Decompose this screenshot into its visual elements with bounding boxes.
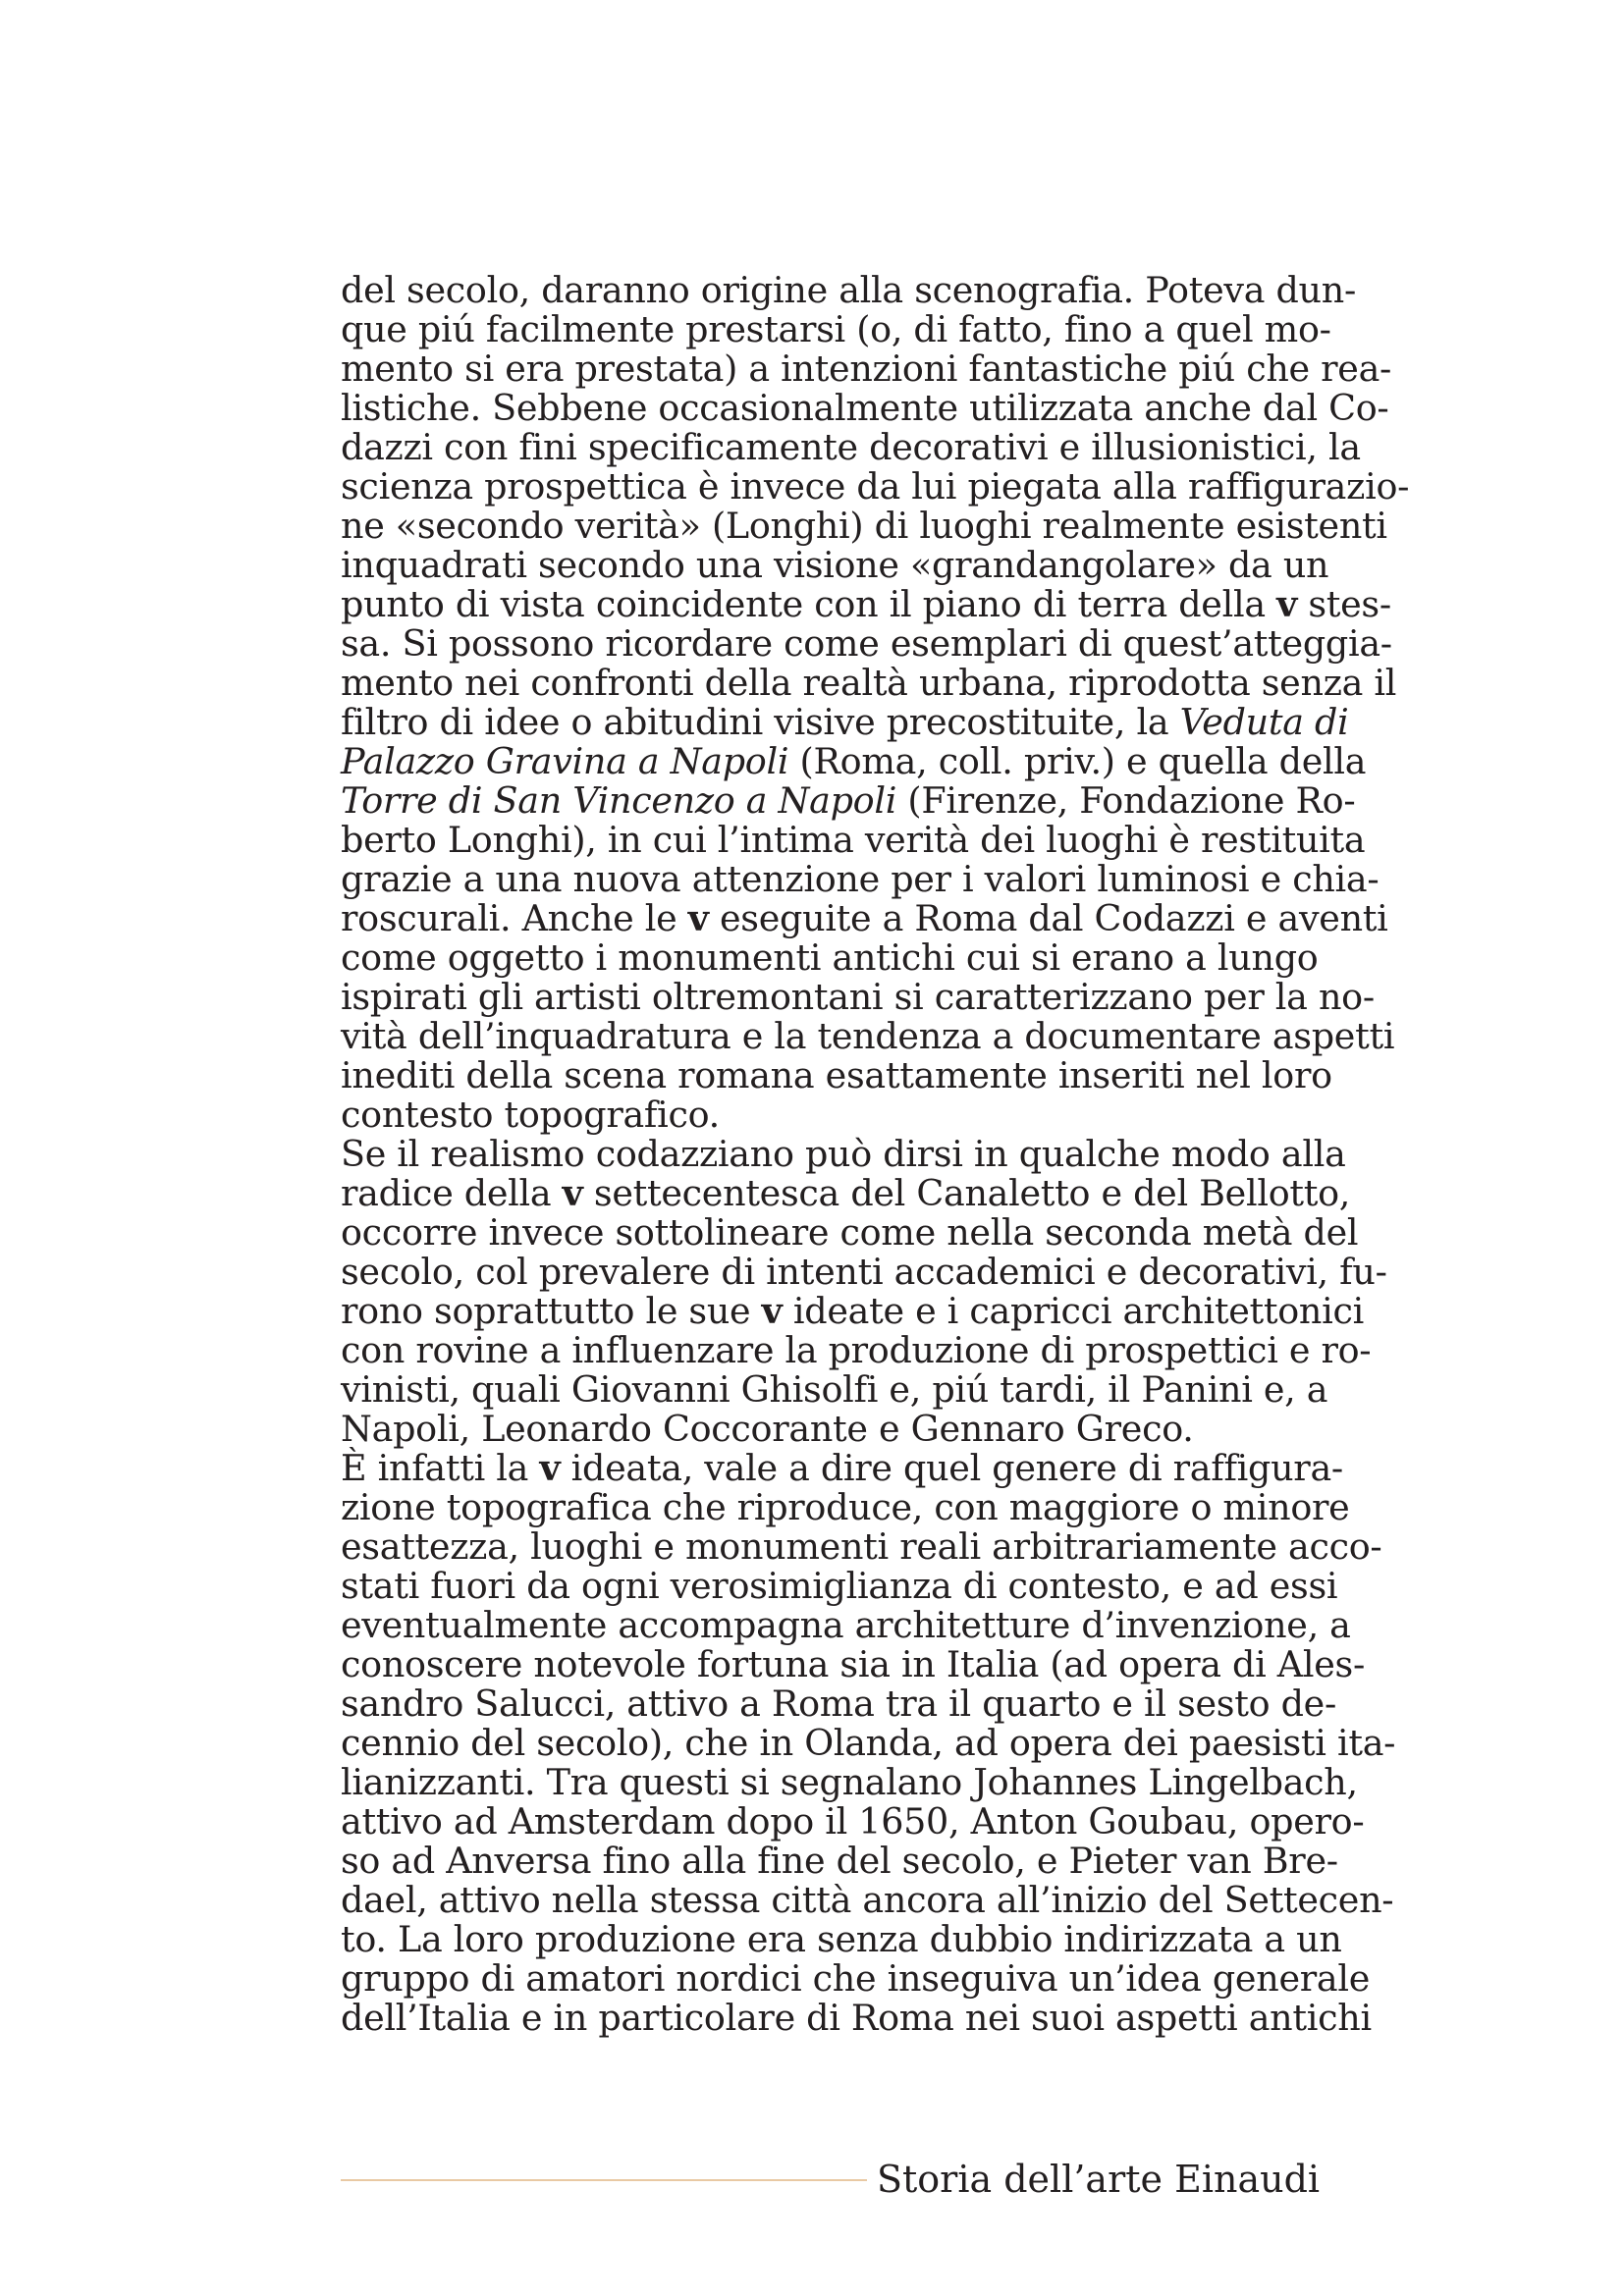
text-line xyxy=(341,1918,1342,1960)
text-run: listiche. Sebbene occasionalmente utilizzata anche dal Co- xyxy=(341,387,1389,429)
text-line xyxy=(341,544,1329,586)
text-line xyxy=(341,1840,1338,1882)
text-run: zione topografica che riproduce, con maggiore o minore xyxy=(341,1486,1350,1528)
text-line xyxy=(341,976,1375,1018)
text-line xyxy=(341,1800,1365,1842)
text-line xyxy=(341,1525,1382,1568)
text-line xyxy=(341,740,1367,782)
italic-title: Torre di San Vincenzo a Napoli xyxy=(341,779,897,822)
text-line xyxy=(341,858,1380,900)
text-line xyxy=(341,426,1361,468)
text-run: occorre invece sottolineare come nella seconda metà del xyxy=(341,1211,1359,1254)
text-line xyxy=(341,465,1410,507)
text-run: lianizzanti. Tra questi si segnalano Johannes Lingelbach, xyxy=(341,1761,1358,1803)
bold-term: v xyxy=(687,897,709,939)
bold-term: v xyxy=(539,1447,561,1489)
text-line xyxy=(341,1879,1394,1921)
text-run: dael, attivo nella stessa città ancora all’inizio del Settecen- xyxy=(341,1879,1394,1921)
text-run: vinisti, quali Giovanni Ghisolfi e, piú tardi, il Panini e, a xyxy=(341,1368,1328,1411)
text-line xyxy=(341,1447,1343,1489)
text-run: rono soprattutto le sue xyxy=(341,1290,762,1332)
text-line xyxy=(341,1997,1372,2039)
text-run: sandro Salucci, attivo a Roma tra il quarto e il sesto de- xyxy=(341,1682,1336,1725)
text-line xyxy=(341,819,1366,861)
bold-term: v xyxy=(761,1290,783,1332)
body-text xyxy=(341,269,1410,2039)
text-run: so ad Anversa fino alla fine del secolo, e Pieter van Bre- xyxy=(341,1840,1338,1882)
text-run: scienza prospettica è invece da lui piegata alla raffigurazio- xyxy=(341,465,1410,507)
text-line xyxy=(341,347,1392,390)
text-line xyxy=(341,583,1391,625)
text-run: sa. Si possono ricordare come esemplari di quest’atteggia- xyxy=(341,622,1392,665)
text-line xyxy=(341,1565,1338,1607)
text-run: come oggetto i monumenti antichi cui si erano a lungo xyxy=(341,936,1319,979)
text-line xyxy=(341,1368,1328,1411)
text-line xyxy=(341,779,1356,822)
text-run: mento nei confronti della realtà urbana, riprodotta senza il xyxy=(341,662,1397,704)
text-run: dazzi con fini specificamente decorativi e illusionistici, la xyxy=(341,426,1361,468)
text-line xyxy=(341,1133,1346,1175)
text-run: roscurali. Anche le xyxy=(341,897,688,939)
text-run: mento si era prestata) a intenzioni fantastiche piú che rea- xyxy=(341,347,1392,390)
text-line xyxy=(341,387,1389,429)
text-run: stes- xyxy=(1297,583,1391,625)
text-run: grazie a una nuova attenzione per i valori luminosi e chia- xyxy=(341,858,1380,900)
text-line xyxy=(341,662,1397,704)
text-line xyxy=(341,701,1349,743)
text-run: ne «secondo verità» (Longhi) di luoghi realmente esistenti xyxy=(341,505,1387,547)
text-run: filtro di idee o abitudini visive precostituite, la xyxy=(341,701,1180,743)
text-run: (Roma, coll. priv.) e quella della xyxy=(788,740,1367,782)
text-run: eseguite a Roma dal Codazzi e aventi xyxy=(708,897,1388,939)
text-line xyxy=(341,1643,1365,1685)
footer-rule xyxy=(341,2179,867,2181)
text-line xyxy=(341,1290,1365,1332)
text-line xyxy=(341,1015,1395,1057)
text-run: esattezza, luoghi e monumenti reali arbitrariamente acco- xyxy=(341,1525,1382,1568)
text-line xyxy=(341,1486,1350,1528)
text-run: gruppo di amatori nordici che inseguiva un’idea generale xyxy=(341,1957,1371,2000)
text-run: radice della xyxy=(341,1172,563,1214)
text-line xyxy=(341,1682,1336,1725)
text-run: vità dell’inquadratura e la tendenza a documentare aspetti xyxy=(341,1015,1395,1057)
text-run: ispirati gli artisti oltremontani si caratterizzano per la no- xyxy=(341,976,1375,1018)
text-line xyxy=(341,897,1388,939)
text-run: attivo ad Amsterdam dopo il 1650, Anton Goubau, opero- xyxy=(341,1800,1365,1842)
text-run: ideate e i capricci architettonici xyxy=(782,1290,1365,1332)
text-line xyxy=(341,1211,1359,1254)
text-line xyxy=(341,1410,1301,1449)
text-run: È infatti la xyxy=(341,1447,540,1489)
text-line xyxy=(341,622,1392,665)
text-line xyxy=(341,936,1319,979)
text-run: eventualmente accompagna architetture d’invenzione, a xyxy=(341,1604,1351,1646)
text-run: stati fuori da ogni verosimiglianza di contesto, e ad essi xyxy=(341,1565,1338,1607)
text-run: (Firenze, Fondazione Ro- xyxy=(896,779,1356,822)
text-run: settecentesca del Canaletto e del Bellotto, xyxy=(582,1172,1351,1214)
text-line xyxy=(341,1172,1351,1214)
text-line xyxy=(341,1251,1387,1293)
text-run: del secolo, daranno origine alla scenografia. Poteva dun- xyxy=(341,269,1356,311)
text-run: Napoli, Leonardo Coccorante e Gennaro Greco. xyxy=(341,1408,1194,1450)
text-run: berto Longhi), in cui l’intima verità dei luoghi è restituita xyxy=(341,819,1366,861)
text-run: punto di vista coincidente con il piano di terra della xyxy=(341,583,1277,625)
text-run: secolo, col prevalere di intenti accademici e decorativi, fu- xyxy=(341,1251,1387,1293)
text-run: que piú facilmente prestarsi (o, di fatto, fino a quel mo- xyxy=(341,308,1331,350)
text-run: ideata, vale a dire quel genere di raffigura- xyxy=(560,1447,1343,1489)
text-run: inquadrati secondo una visione «grandangolare» da un xyxy=(341,544,1329,586)
bold-term: v xyxy=(1276,583,1298,625)
text-line xyxy=(341,1329,1372,1371)
text-run: inediti della scena romana esattamente inseriti nel loro xyxy=(341,1054,1332,1096)
text-run: to. La loro produzione era senza dubbio indirizzata a un xyxy=(341,1918,1342,1960)
text-run: dell’Italia e in particolare di Roma nei suoi aspetti antichi xyxy=(341,1997,1372,2039)
text-line xyxy=(341,308,1331,350)
bold-term: v xyxy=(562,1172,583,1214)
italic-title: Palazzo Gravina a Napoli xyxy=(341,740,789,782)
text-run: contesto topografico. xyxy=(341,1094,720,1136)
text-line xyxy=(341,1761,1358,1803)
italic-title: Veduta di xyxy=(1179,701,1349,743)
text-line xyxy=(341,1957,1371,2000)
text-line xyxy=(341,505,1387,547)
text-line xyxy=(341,1722,1396,1764)
text-run: conoscere notevole fortuna sia in Italia (ad opera di Ales- xyxy=(341,1643,1365,1685)
text-line xyxy=(341,269,1356,311)
text-run: con rovine a influenzare la produzione di prospettici e ro- xyxy=(341,1329,1372,1371)
text-line xyxy=(341,1054,1332,1096)
text-line xyxy=(341,1095,1301,1135)
text-run: Se il realismo codazziano può dirsi in qualche modo alla xyxy=(341,1133,1346,1175)
text-line xyxy=(341,1604,1351,1646)
footer-title: Storia dell’arte Einaudi xyxy=(877,2158,1321,2201)
text-run: cennio del secolo), che in Olanda, ad opera dei paesisti ita- xyxy=(341,1722,1396,1764)
